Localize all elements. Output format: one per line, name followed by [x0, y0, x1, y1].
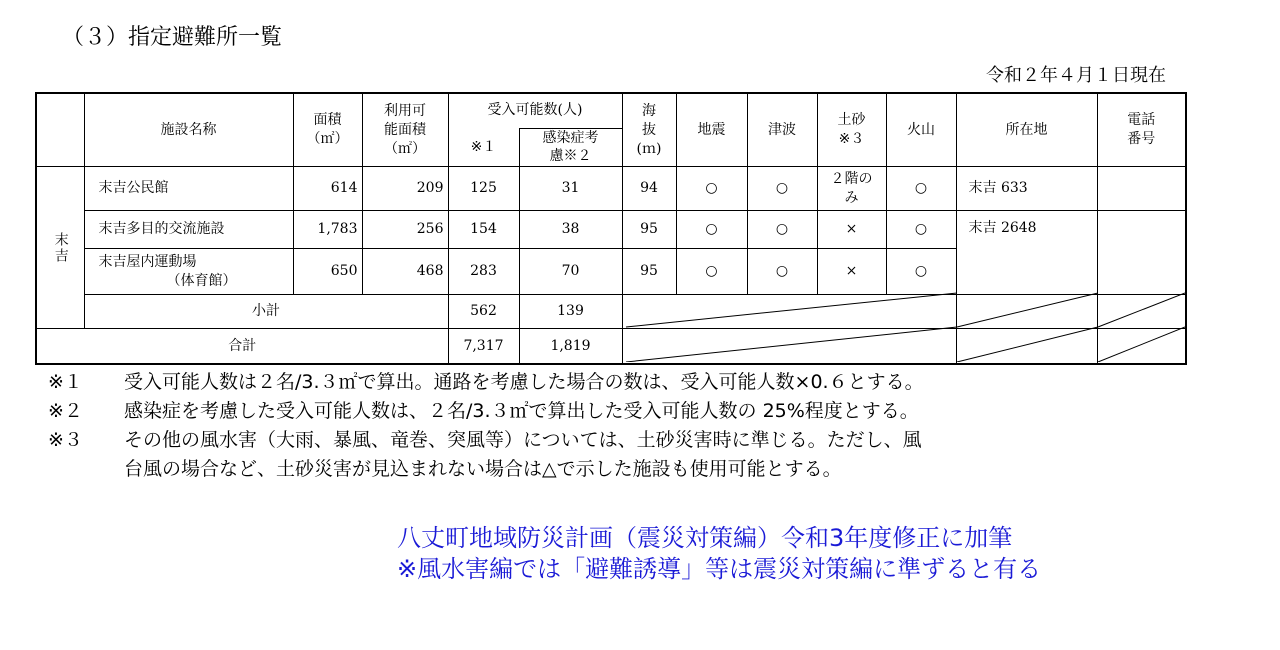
total-label: 合計 — [36, 329, 448, 364]
table-row — [36, 211, 1186, 249]
location-header: 所在地 — [956, 93, 1097, 167]
volcano-header: 火山 — [886, 93, 956, 167]
earthquake-header: 地震 — [676, 93, 747, 167]
capacity-basic-value: 125 — [448, 167, 519, 211]
total-capacity-basic: 7,317 — [448, 329, 519, 364]
district-header — [36, 93, 84, 167]
footnotes — [48, 368, 1174, 484]
capacity-infection-value: 70 — [519, 249, 622, 295]
usable-area-value: 209 — [362, 167, 448, 211]
earthquake-mark: ○ — [676, 211, 747, 249]
earthquake-mark: ○ — [676, 167, 747, 211]
landslide-mark: ２階の み — [817, 167, 886, 211]
phone-value — [1097, 211, 1186, 295]
facility-name: 末吉屋内運動場 （体育館） — [84, 249, 293, 295]
landslide-mark: × — [817, 211, 886, 249]
footnote-mark: ※２ — [48, 400, 83, 422]
volcano-mark: ○ — [886, 249, 956, 295]
facility-name: 末吉多目的交流施設 — [84, 211, 293, 249]
table-row — [36, 167, 1186, 211]
handwritten-annotation — [397, 523, 1041, 585]
usable-area-header: 利用可 能面積 （㎡） — [362, 93, 448, 167]
area-value: 614 — [293, 167, 362, 211]
total-empty-hazard-cells — [622, 329, 956, 364]
volcano-mark: ○ — [886, 167, 956, 211]
subtotal-label: 小計 — [84, 295, 448, 329]
header-row-1 — [36, 93, 1186, 128]
footnote-mark: ※１ — [48, 371, 83, 393]
subtotal-row — [36, 295, 1186, 329]
location-value: 末吉 2648 — [956, 211, 1097, 295]
capacity-group-header: 受入可能数(人) — [448, 93, 622, 128]
annotation-line-1: 八丈町地域防災計画（震災対策編）令和3年度修正に加筆 — [397, 524, 1013, 552]
shelter-table — [35, 92, 1187, 365]
footnote-2 — [48, 397, 1174, 426]
usable-area-value: 468 — [362, 249, 448, 295]
subtotal-empty-phone — [1097, 295, 1186, 329]
shelter-table-wrapper — [35, 92, 1185, 362]
footnote-3 — [48, 426, 1174, 455]
page-heading: （３）指定避難所一覧 — [62, 25, 283, 50]
elevation-value: 95 — [622, 211, 676, 249]
subtotal-capacity-basic: 562 — [448, 295, 519, 329]
footnote-text: 感染症を考慮した受入可能人数は、２名/3.３㎡で算出した受入可能人数の 25%程度とする。 — [124, 400, 919, 422]
capacity-basic-value: 283 — [448, 249, 519, 295]
district-cell: 末吉 — [36, 167, 84, 329]
capacity-infection-header: 感染症考 慮※２ — [519, 128, 622, 167]
elevation-header: 海 抜 (ｍ) — [622, 93, 676, 167]
area-value: 650 — [293, 249, 362, 295]
tsunami-mark: ○ — [747, 249, 817, 295]
area-value: 1,783 — [293, 211, 362, 249]
capacity-infection-value: 38 — [519, 211, 622, 249]
subtotal-empty-hazard-cells — [622, 295, 956, 329]
footnote-mark: ※３ — [48, 429, 83, 451]
phone-value — [1097, 167, 1186, 211]
footnote-3-continuation: 台風の場合など、土砂災害が見込まれない場合は△で示した施設も使用可能とする。 — [124, 458, 842, 480]
total-empty-phone — [1097, 329, 1186, 364]
location-value: 末吉 633 — [956, 167, 1097, 211]
usable-area-value: 256 — [362, 211, 448, 249]
tsunami-mark: ○ — [747, 167, 817, 211]
earthquake-mark: ○ — [676, 249, 747, 295]
total-empty-location — [956, 329, 1097, 364]
phone-header: 電話 番号 — [1097, 93, 1186, 167]
footnote-1 — [48, 368, 1174, 397]
facility-name: 末吉公民館 — [84, 167, 293, 211]
annotation-line-2: ※風水害編では「避難誘導」等は震災対策編に準ずると有る — [397, 555, 1042, 583]
landslide-mark: × — [817, 249, 886, 295]
tsunami-header: 津波 — [747, 93, 817, 167]
footnote-text: 受入可能人数は２名/3.３㎡で算出。通路を考慮した場合の数は、受入可能人数×0.６とする。 — [124, 371, 924, 393]
capacity-basic-header: ※１ — [448, 128, 519, 167]
landslide-header: 土砂 ※３ — [817, 93, 886, 167]
subtotal-empty-location — [956, 295, 1097, 329]
capacity-basic-value: 154 — [448, 211, 519, 249]
tsunami-mark: ○ — [747, 211, 817, 249]
subtotal-capacity-infection: 139 — [519, 295, 622, 329]
as-of-date: 令和２年４月１日現在 — [986, 65, 1166, 86]
capacity-infection-value: 31 — [519, 167, 622, 211]
volcano-mark: ○ — [886, 211, 956, 249]
total-row — [36, 329, 1186, 364]
footnote-text: その他の風水害（大雨、暴風、竜巻、突風等）については、土砂災害時に準じる。ただし、風 — [124, 429, 922, 451]
elevation-value: 95 — [622, 249, 676, 295]
total-capacity-infection: 1,819 — [519, 329, 622, 364]
facility-name-header: 施設名称 — [84, 93, 293, 167]
area-header: 面積 （㎡） — [293, 93, 362, 167]
elevation-value: 94 — [622, 167, 676, 211]
